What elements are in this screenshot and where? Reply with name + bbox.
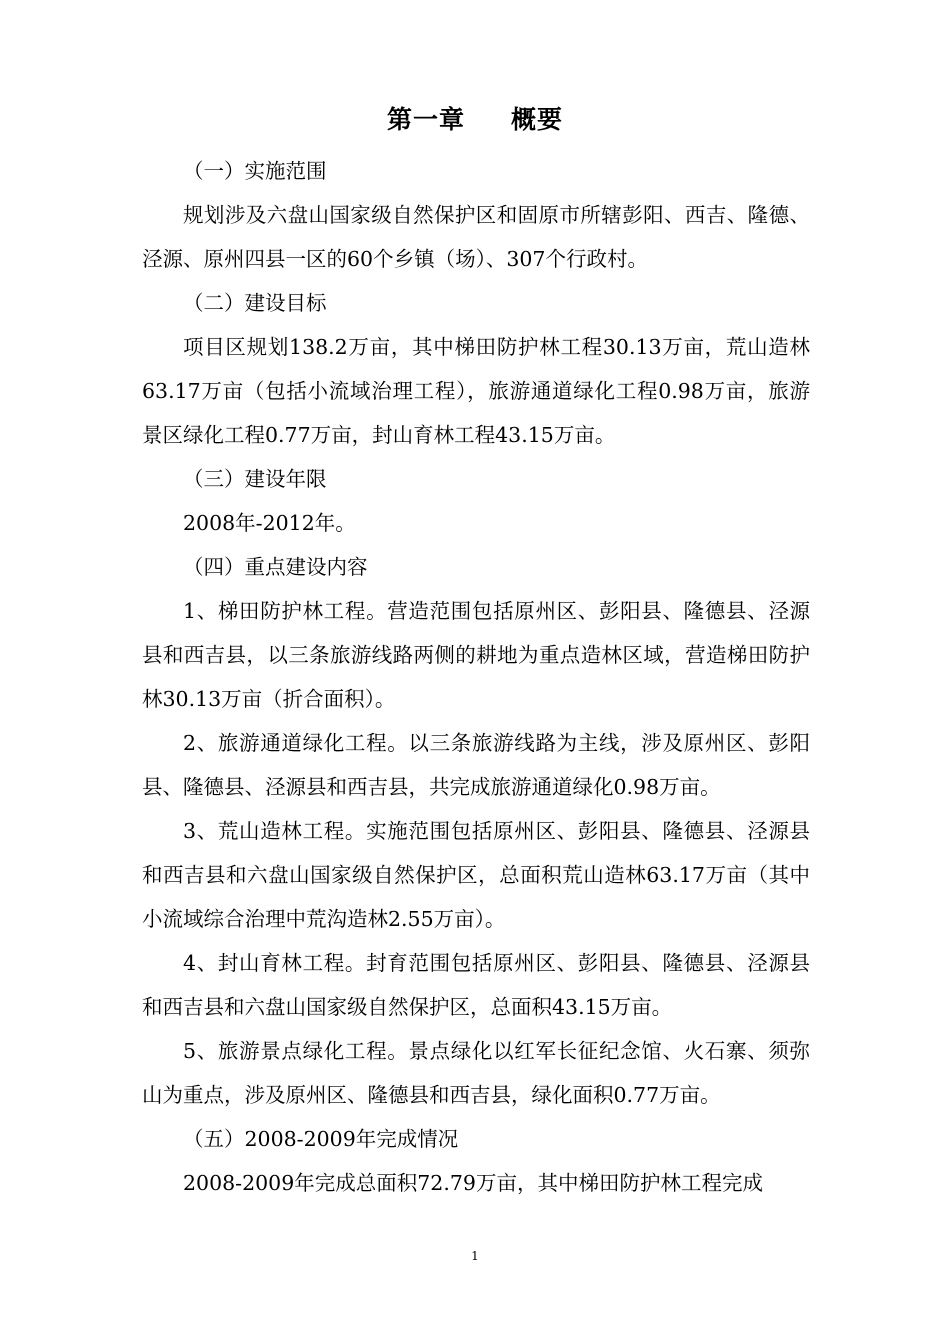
paragraph-period: 2008年-2012年。 bbox=[183, 511, 356, 535]
paragraph-item-3: 3、荒山造林工程。实施范围包括原州区、彭阳县、隆德县、泾源县和西吉县和六盘山国家级自然保护区，总面积荒山造林63.17万亩（其中小流域综合治理中荒沟造林2.55万亩）。 bbox=[142, 819, 810, 931]
paragraph-item-2: 2、旅游通道绿化工程。以三条旅游线路为主线，涉及原州区、彭阳县、隆德县、泾源县和西吉县，共完成旅游通道绿化0.98万亩。 bbox=[142, 731, 810, 799]
section-heading-key-content: （四）重点建设内容 bbox=[183, 555, 368, 579]
section-heading-scope: （一）实施范围 bbox=[183, 159, 327, 183]
paragraph-item-1: 1、梯田防护林工程。营造范围包括原州区、彭阳县、隆德县、泾源县和西吉县，以三条旅游线路两侧的耕地为重点造林区域，营造梯田防护林30.13万亩（折合面积）。 bbox=[142, 599, 810, 711]
paragraph-item-5: 5、旅游景点绿化工程。景点绿化以红军长征纪念馆、火石寨、须弥山为重点，涉及原州区、隆德县和西吉县，绿化面积0.77万亩。 bbox=[142, 1039, 810, 1107]
chapter-title bbox=[0, 100, 950, 140]
chapter-number: 第一章 bbox=[386, 105, 465, 134]
paragraph-scope: 规划涉及六盘山国家级自然保护区和固原市所辖彭阳、西吉、隆德、泾源、原州四县一区的60个乡镇（场）、307个行政村。 bbox=[142, 203, 810, 271]
paragraph-goals: 项目区规划138.2万亩，其中梯田防护林工程30.13万亩，荒山造林63.17万亩（包括小流域治理工程），旅游通道绿化工程0.98万亩，旅游景区绿化工程0.77万亩，封山育林工程43.15万亩。 bbox=[142, 335, 810, 447]
section-heading-goals: （二）建设目标 bbox=[183, 291, 327, 315]
section-heading-period: （三）建设年限 bbox=[183, 467, 327, 491]
chapter-name: 概要 bbox=[511, 105, 564, 134]
document-body bbox=[142, 149, 810, 1205]
paragraph-item-4: 4、封山育林工程。封育范围包括原州区、彭阳县、隆德县、泾源县和西吉县和六盘山国家级自然保护区，总面积43.15万亩。 bbox=[142, 951, 810, 1019]
page-number: 1 bbox=[471, 1249, 479, 1263]
paragraph-completion: 2008-2009年完成总面积72.79万亩，其中梯田防护林工程完成 bbox=[183, 1171, 763, 1195]
section-heading-completion: （五）2008-2009年完成情况 bbox=[183, 1127, 459, 1151]
